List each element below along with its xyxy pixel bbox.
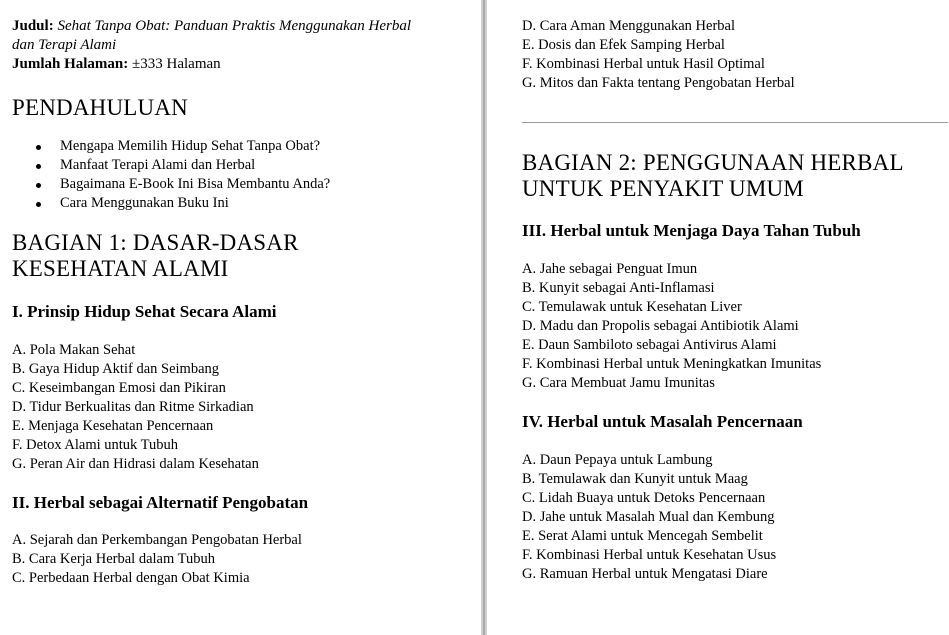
list-item: D. Cara Aman Menggunakan Herbal xyxy=(522,18,736,34)
list-item: A. Daun Pepaya untuk Lambung xyxy=(522,452,713,468)
page-right-content xyxy=(522,17,947,584)
list-item: G. Cara Membuat Jamu Imunitas xyxy=(522,375,715,391)
heading-bagian-1 xyxy=(12,230,472,282)
heading-bagian-2 xyxy=(522,150,947,202)
book-title-block xyxy=(12,17,472,74)
list-item: F. Kombinasi Herbal untuk Hasil Optimal xyxy=(522,56,765,72)
section-2-list xyxy=(12,531,472,588)
list-item: B. Gaya Hidup Aktif dan Seimbang xyxy=(12,361,220,377)
list-item: A. Jahe sebagai Penguat Imun xyxy=(522,261,698,277)
list-item: E. Daun Sambiloto sebagai Antivirus Alami xyxy=(522,337,777,353)
section-4-heading: IV. Herbal untuk Masalah Pencernaan xyxy=(522,412,803,431)
page-count-label: Jumlah Halaman: xyxy=(12,56,129,72)
list-item: D. Tidur Berkualitas dan Ritme Sirkadian xyxy=(12,399,254,415)
list-item: Manfaat Terapi Alami dan Herbal xyxy=(12,156,472,175)
list-item: C. Temulawak untuk Kesehatan Liver xyxy=(522,299,742,315)
heading-pendahuluan: PENDAHULUAN xyxy=(12,95,188,120)
page-left-content xyxy=(12,17,472,588)
section-3-list xyxy=(522,260,947,393)
list-item: G. Peran Air dan Hidrasi dalam Kesehatan xyxy=(12,456,259,472)
heading-bagian-2-line2: UNTUK PENYAKIT UMUM xyxy=(522,176,804,201)
list-item: Bagaimana E-Book Ini Bisa Membantu Anda? xyxy=(12,175,472,194)
list-item: D. Madu dan Propolis sebagai Antibiotik Alami xyxy=(522,318,799,334)
heading-bagian-1-line2: KESEHATAN ALAMI xyxy=(12,256,229,281)
list-item: G. Mitos dan Fakta tentang Pengobatan Herbal xyxy=(522,75,795,91)
section-4-list xyxy=(522,451,947,584)
list-item: C. Lidah Buaya untuk Detoks Pencernaan xyxy=(522,490,766,506)
list-item: A. Pola Makan Sehat xyxy=(12,342,136,358)
list-item: G. Ramuan Herbal untuk Mengatasi Diare xyxy=(522,566,768,582)
book-title-continued: dan Terapi Alami xyxy=(12,37,117,53)
list-item: C. Keseimbangan Emosi dan Pikiran xyxy=(12,380,226,396)
heading-bagian-1-line1: BAGIAN 1: DASAR-DASAR xyxy=(12,230,299,255)
list-item: F. Kombinasi Herbal untuk Kesehatan Usus xyxy=(522,547,777,563)
book-title: Sehat Tanpa Obat: Panduan Praktis Menggunakan Herbal xyxy=(57,18,412,34)
list-item: E. Serat Alami untuk Mencegah Sembelit xyxy=(522,528,763,544)
judul-label: Judul: xyxy=(12,18,54,34)
list-item: B. Temulawak dan Kunyit untuk Maag xyxy=(522,471,748,487)
section-2-heading: II. Herbal sebagai Alternatif Pengobatan xyxy=(12,493,309,512)
section-3-heading: III. Herbal untuk Menjaga Daya Tahan Tubuh xyxy=(522,221,861,240)
heading-bagian-2-line1: BAGIAN 2: PENGGUNAAN HERBAL xyxy=(522,150,904,175)
list-item: E. Dosis dan Efek Samping Herbal xyxy=(522,37,725,53)
list-item: A. Sejarah dan Perkembangan Pengobatan Herbal xyxy=(12,532,302,548)
page-divider xyxy=(481,0,487,635)
pendahuluan-list xyxy=(12,137,472,213)
list-item: F. Detox Alami untuk Tubuh xyxy=(12,437,179,453)
page-count-value: ±333 Halaman xyxy=(132,56,221,72)
list-item: F. Kombinasi Herbal untuk Meningkatkan Imunitas xyxy=(522,356,822,372)
section-1-heading: I. Prinsip Hidup Sehat Secara Alami xyxy=(12,302,277,321)
list-item: C. Perbedaan Herbal dengan Obat Kimia xyxy=(12,570,250,586)
list-item: D. Jahe untuk Masalah Mual dan Kembung xyxy=(522,509,775,525)
list-item: Cara Menggunakan Buku Ini xyxy=(12,194,472,213)
list-item: B. Cara Kerja Herbal dalam Tubuh xyxy=(12,551,215,567)
section-1-list xyxy=(12,341,472,474)
document-page-right xyxy=(488,0,949,635)
list-item: E. Menjaga Kesehatan Pencernaan xyxy=(12,418,214,434)
section-2-list-continued xyxy=(522,17,947,93)
list-item: Mengapa Memilih Hidup Sehat Tanpa Obat? xyxy=(12,137,472,156)
list-item: B. Kunyit sebagai Anti-Inflamasi xyxy=(522,280,715,296)
horizontal-rule xyxy=(522,122,948,123)
